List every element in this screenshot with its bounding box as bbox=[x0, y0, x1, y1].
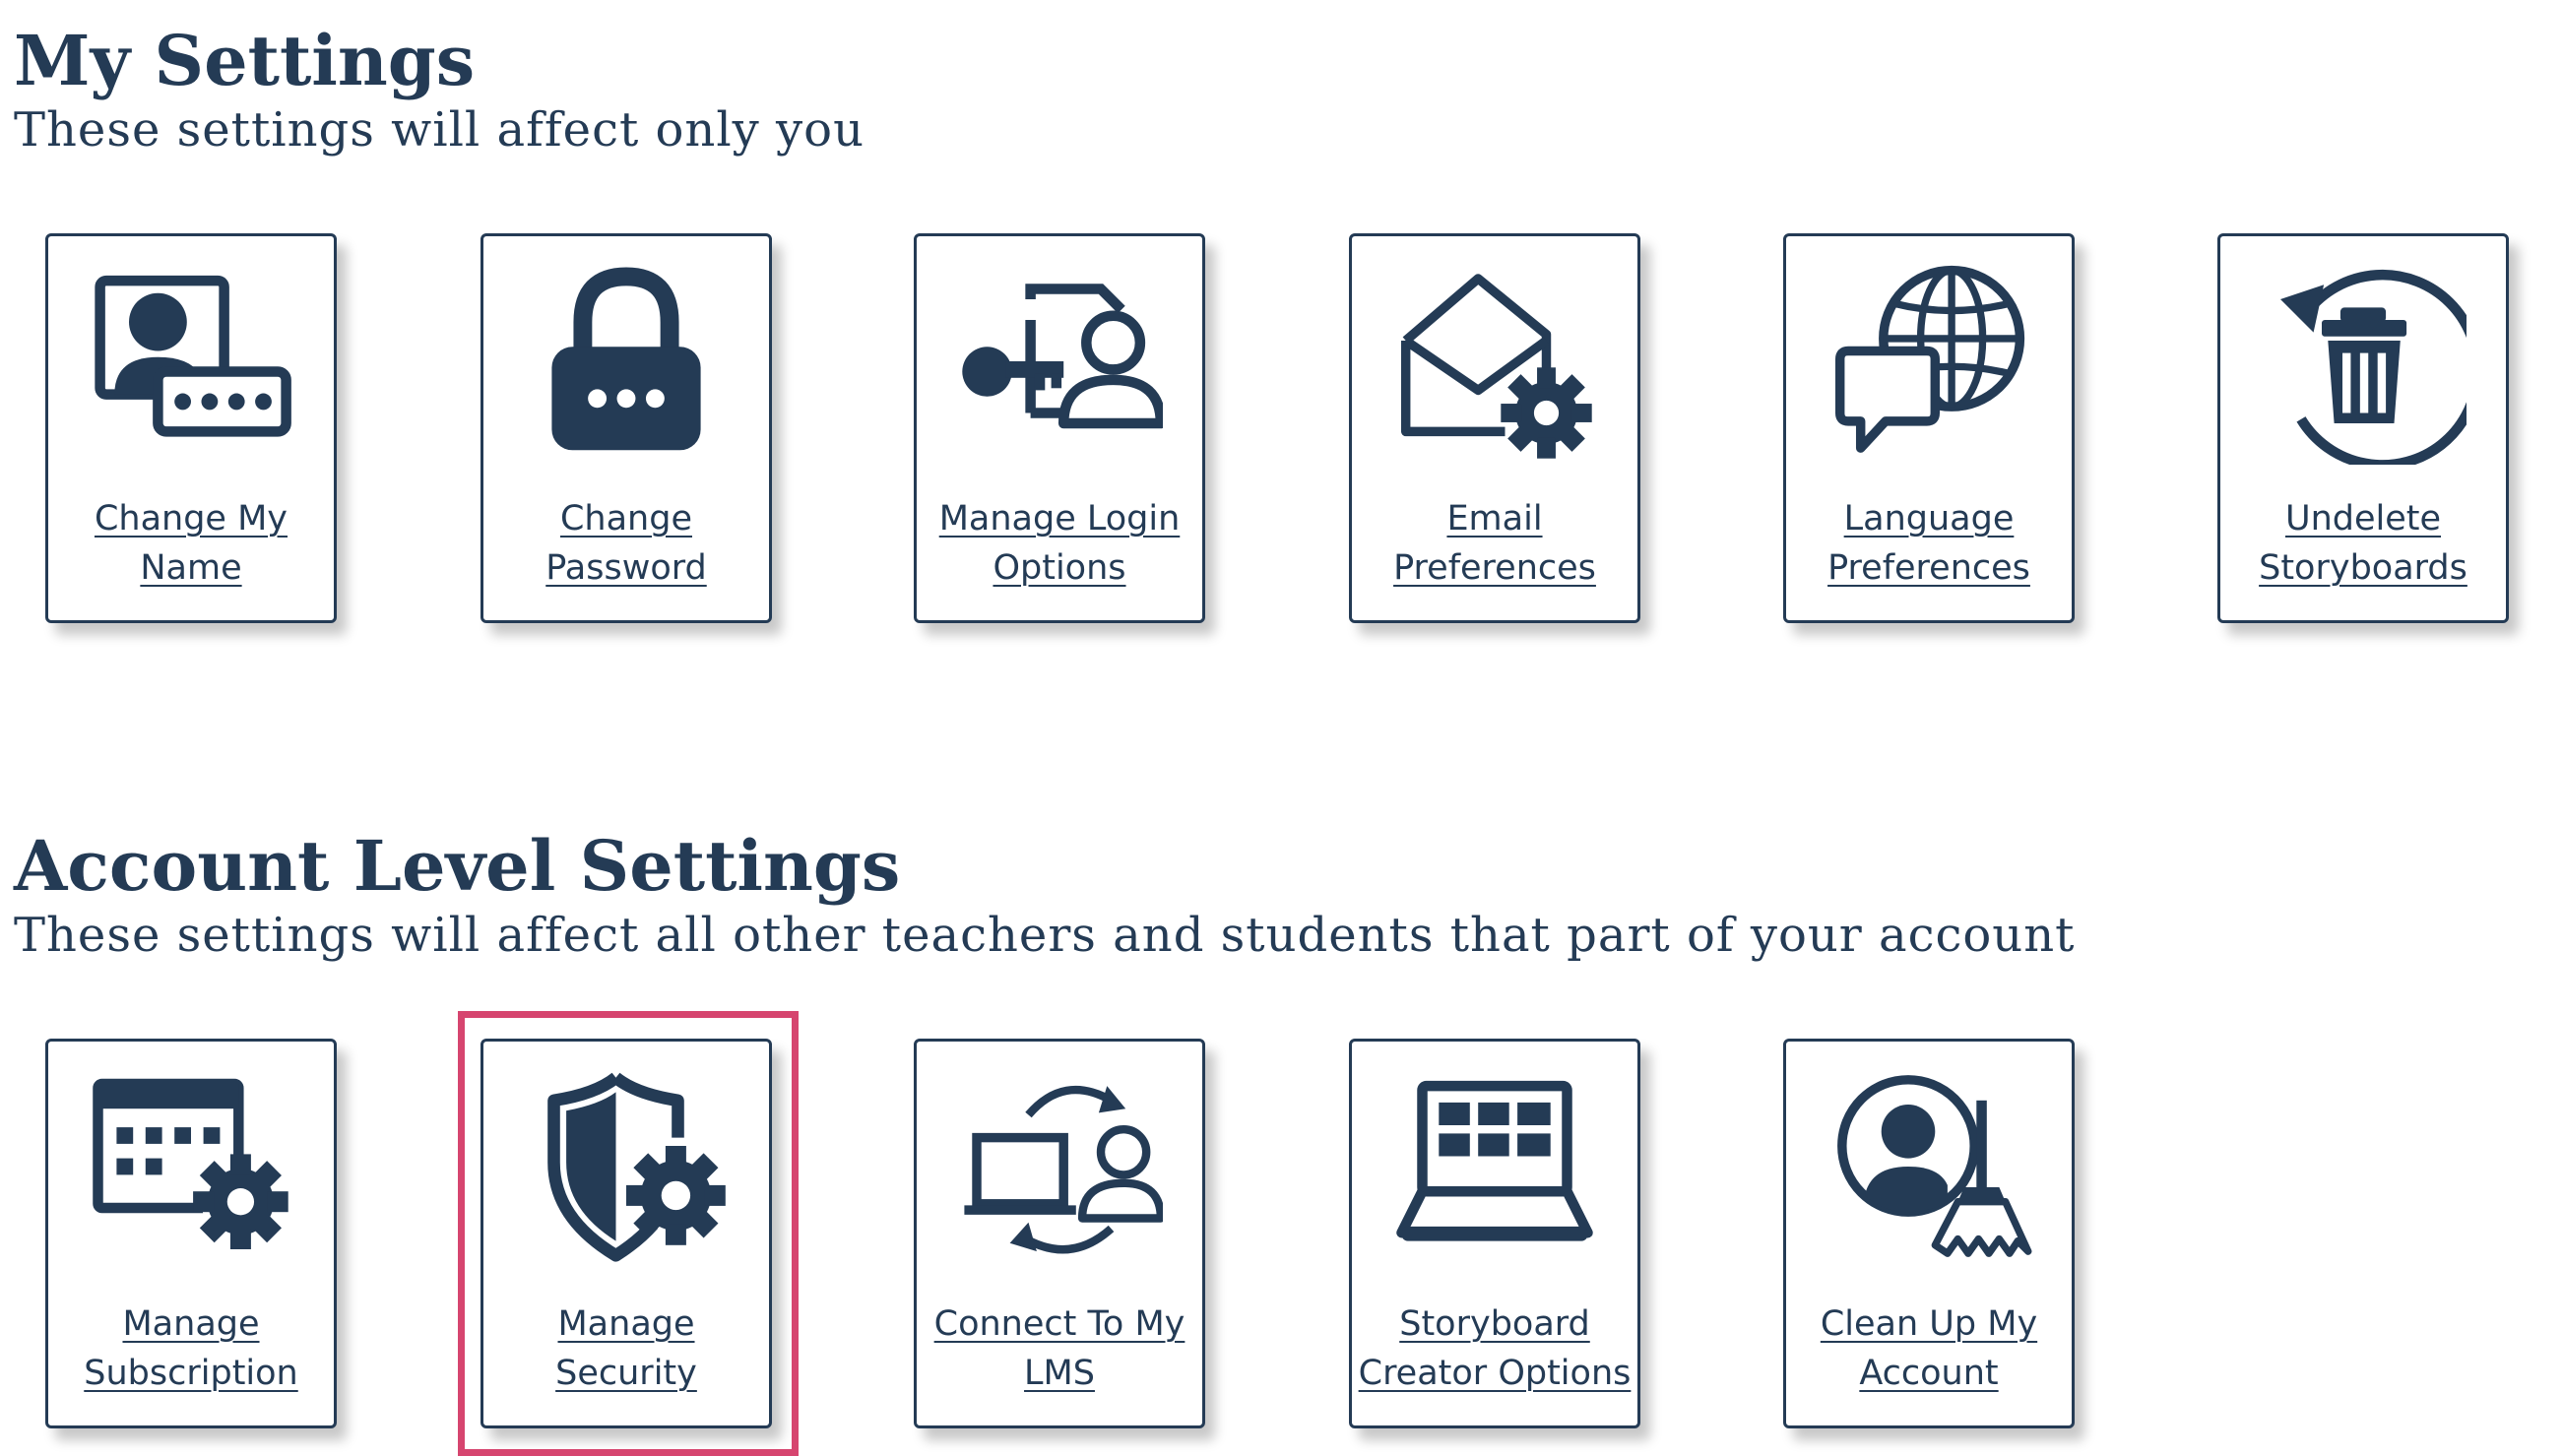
undelete-storyboards-card[interactable] bbox=[2217, 233, 2509, 623]
padlock-icon bbox=[483, 258, 769, 465]
change-password-link[interactable]: Change Password bbox=[545, 499, 707, 588]
key-user-icon bbox=[917, 258, 1202, 465]
language-preferences-card[interactable] bbox=[1783, 233, 2075, 623]
manage-security-link[interactable]: Manage Security bbox=[555, 1304, 697, 1393]
change-name-card[interactable] bbox=[45, 233, 337, 623]
storyboard-creator-options-card[interactable] bbox=[1349, 1039, 1640, 1428]
my-settings-subtitle: These settings will affect only you bbox=[14, 102, 865, 158]
clean-up-account-link[interactable]: Clean Up My Account bbox=[1820, 1304, 2038, 1393]
manage-security-card[interactable] bbox=[481, 1039, 772, 1428]
envelope-gear-icon bbox=[1352, 258, 1637, 465]
user-password-icon bbox=[48, 258, 334, 465]
connect-lms-link[interactable]: Connect To My LMS bbox=[933, 1304, 1185, 1393]
my-settings-header bbox=[14, 22, 865, 159]
laptop-grid-icon bbox=[1352, 1063, 1637, 1270]
trash-restore-icon bbox=[2220, 258, 2506, 465]
laptop-sync-user-icon bbox=[917, 1063, 1202, 1270]
account-settings-title: Account Level Settings bbox=[14, 825, 901, 907]
calendar-gear-icon bbox=[48, 1063, 334, 1270]
shield-gear-icon bbox=[483, 1063, 769, 1270]
language-preferences-link[interactable]: Language Preferences bbox=[1827, 499, 2030, 588]
account-settings-subtitle: These settings will affect all other teachers and students that part of your account bbox=[14, 908, 2076, 963]
email-preferences-link[interactable]: Email Preferences bbox=[1393, 499, 1596, 588]
account-settings-header bbox=[14, 827, 2075, 965]
connect-lms-card[interactable] bbox=[914, 1039, 1205, 1428]
manage-subscription-card[interactable] bbox=[45, 1039, 337, 1428]
manage-subscription-link[interactable]: Manage Subscription bbox=[84, 1304, 298, 1393]
manage-login-card[interactable] bbox=[914, 233, 1205, 623]
my-settings-title: My Settings bbox=[14, 20, 476, 101]
manage-login-link[interactable]: Manage Login Options bbox=[938, 499, 1181, 588]
storyboard-creator-options-link[interactable]: Storyboard Creator Options bbox=[1358, 1304, 1632, 1393]
change-password-card[interactable] bbox=[481, 233, 772, 623]
change-name-link[interactable]: Change My Name bbox=[94, 499, 288, 588]
globe-chat-icon bbox=[1786, 258, 2072, 465]
user-broom-icon bbox=[1786, 1063, 2072, 1270]
undelete-storyboards-link[interactable]: Undelete Storyboards bbox=[2259, 499, 2467, 588]
clean-up-account-card[interactable] bbox=[1783, 1039, 2075, 1428]
email-preferences-card[interactable] bbox=[1349, 233, 1640, 623]
